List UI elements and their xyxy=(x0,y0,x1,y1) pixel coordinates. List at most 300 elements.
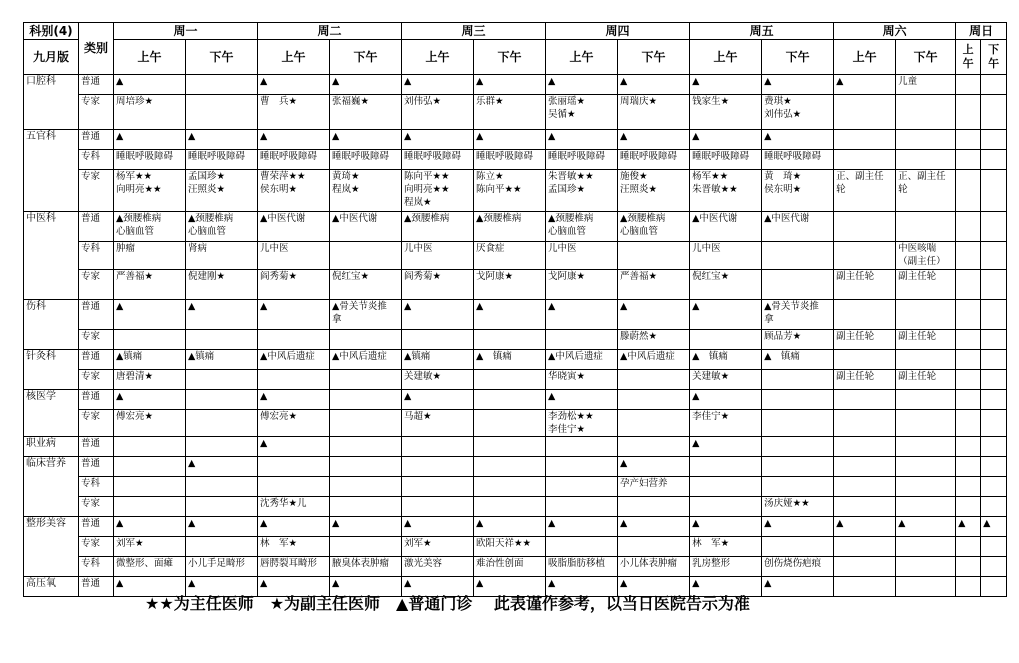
schedule-cell: ▲ 镇痛 xyxy=(690,350,762,370)
schedule-cell: ▲ xyxy=(618,75,690,95)
day-header: 周一 xyxy=(114,23,258,40)
schedule-cell xyxy=(834,130,896,150)
schedule-cell xyxy=(258,457,330,477)
schedule-cell xyxy=(618,410,690,437)
schedule-cell xyxy=(186,330,258,350)
clinic-type-cell: 专家 xyxy=(79,370,114,390)
schedule-cell xyxy=(618,437,690,457)
schedule-cell: 正、副主任 轮 xyxy=(834,170,896,212)
schedule-cell: ▲ xyxy=(402,390,474,410)
day-header: 周四 xyxy=(546,23,690,40)
day-header: 周五 xyxy=(690,23,834,40)
schedule-cell: ▲ xyxy=(762,577,834,597)
table-row xyxy=(24,130,1007,150)
afternoon-header: 下午 xyxy=(618,40,690,75)
department-cell: 高压氧 xyxy=(24,577,79,597)
schedule-cell: 孕产妇营养 xyxy=(618,477,690,497)
schedule-cell xyxy=(834,300,896,330)
schedule-cell xyxy=(762,270,834,300)
schedule-cell: ▲中医代谢 xyxy=(258,212,330,242)
schedule-cell xyxy=(114,497,186,517)
schedule-cell: ▲ xyxy=(546,130,618,150)
schedule-cell xyxy=(546,477,618,497)
schedule-cell: ▲骨关节炎推 拿 xyxy=(762,300,834,330)
schedule-cell: 杨军★★ 朱晋敏★★ xyxy=(690,170,762,212)
schedule-cell: ▲ xyxy=(258,577,330,597)
schedule-cell: ▲ xyxy=(834,517,896,537)
clinic-type-cell: 普通 xyxy=(79,350,114,370)
schedule-cell xyxy=(330,477,402,497)
schedule-cell xyxy=(330,537,402,557)
schedule-cell xyxy=(330,410,402,437)
schedule-cell: 傅宏亮★ xyxy=(114,410,186,437)
schedule-cell: ▲ xyxy=(186,457,258,477)
schedule-cell: 睡眠呼吸障碍 xyxy=(330,150,402,170)
schedule-cell xyxy=(546,437,618,457)
schedule-cell: 关建敏★ xyxy=(402,370,474,390)
schedule-cell: 陈立★ 陈向平★★ xyxy=(474,170,546,212)
schedule-cell: 华晓寅★ xyxy=(546,370,618,390)
schedule-cell: 孟国珍★ 汪照炎★ xyxy=(186,170,258,212)
schedule-cell xyxy=(981,370,1007,390)
table-row xyxy=(24,370,1007,390)
schedule-cell: 刘军★ xyxy=(114,537,186,557)
schedule-cell: ▲ xyxy=(618,577,690,597)
schedule-cell xyxy=(834,410,896,437)
header-row-days xyxy=(24,23,1007,40)
schedule-cell xyxy=(981,497,1007,517)
schedule-cell xyxy=(981,150,1007,170)
schedule-cell xyxy=(474,330,546,350)
category-header: 类别 xyxy=(79,23,114,75)
schedule-cell: 陈向平★★ 向明亮★★ 程岚★ xyxy=(402,170,474,212)
schedule-cell xyxy=(896,410,956,437)
afternoon-header: 下午 xyxy=(186,40,258,75)
schedule-cell: ▲ xyxy=(762,517,834,537)
schedule-cell: 李佳宁★ xyxy=(690,410,762,437)
schedule-cell: 关建敏★ xyxy=(690,370,762,390)
schedule-cell xyxy=(896,497,956,517)
schedule-cell: ▲ xyxy=(762,75,834,95)
schedule-cell: 阎秀菊★ xyxy=(402,270,474,300)
schedule-cell xyxy=(546,497,618,517)
schedule-cell: ▲颈腰椎病 心脑血管 xyxy=(618,212,690,242)
schedule-cell: 睡眠呼吸障碍 xyxy=(762,150,834,170)
schedule-cell xyxy=(956,497,981,517)
schedule-cell: ▲ xyxy=(690,390,762,410)
clinic-type-cell: 专科 xyxy=(79,477,114,497)
schedule-cell xyxy=(956,95,981,130)
schedule-cell xyxy=(956,75,981,95)
clinic-type-cell: 专家 xyxy=(79,410,114,437)
day-header: 周三 xyxy=(402,23,546,40)
schedule-cell xyxy=(956,330,981,350)
schedule-cell xyxy=(956,130,981,150)
schedule-cell: ▲ xyxy=(114,300,186,330)
schedule-cell: ▲ xyxy=(402,300,474,330)
department-cell: 整形美容 xyxy=(24,517,79,577)
schedule-cell: 林 军★ xyxy=(690,537,762,557)
schedule-cell xyxy=(114,330,186,350)
schedule-cell xyxy=(690,330,762,350)
schedule-cell xyxy=(834,437,896,457)
schedule-cell xyxy=(402,457,474,477)
clinic-type-cell: 专科 xyxy=(79,557,114,577)
sunday-afternoon-header: 下 午 xyxy=(981,40,1007,75)
schedule-cell xyxy=(956,437,981,457)
schedule-cell: ▲ xyxy=(474,130,546,150)
clinic-type-cell: 普通 xyxy=(79,130,114,150)
schedule-cell xyxy=(762,390,834,410)
schedule-cell: ▲ xyxy=(186,517,258,537)
schedule-cell xyxy=(981,95,1007,130)
schedule-cell: 严善福★ xyxy=(618,270,690,300)
schedule-cell xyxy=(834,212,896,242)
schedule-cell xyxy=(330,370,402,390)
schedule-cell: ▲ xyxy=(114,390,186,410)
morning-header: 上午 xyxy=(690,40,762,75)
schedule-cell: ▲ xyxy=(186,577,258,597)
schedule-cell: ▲ xyxy=(258,300,330,330)
schedule-cell: ▲ xyxy=(474,75,546,95)
schedule-cell: ▲ xyxy=(546,390,618,410)
schedule-cell xyxy=(186,477,258,497)
schedule-cell xyxy=(474,410,546,437)
schedule-cell: 中医咳喘 （副主任） xyxy=(896,242,956,270)
schedule-cell: ▲ xyxy=(258,75,330,95)
department-cell: 核医学 xyxy=(24,390,79,437)
schedule-cell xyxy=(981,457,1007,477)
schedule-cell xyxy=(330,242,402,270)
schedule-cell xyxy=(258,370,330,390)
schedule-cell xyxy=(762,457,834,477)
schedule-cell xyxy=(956,150,981,170)
schedule-cell xyxy=(956,170,981,212)
schedule-cell: 林 军★ xyxy=(258,537,330,557)
schedule-cell: 唐碧清★ xyxy=(114,370,186,390)
schedule-cell: ▲ xyxy=(402,75,474,95)
schedule-cell: ▲ xyxy=(258,390,330,410)
schedule-cell xyxy=(330,390,402,410)
schedule-cell: ▲骨关节炎推 拿 xyxy=(330,300,402,330)
schedule-cell xyxy=(186,75,258,95)
schedule-cell xyxy=(896,390,956,410)
schedule-cell: ▲ xyxy=(114,130,186,150)
schedule-cell: ▲颈腰椎病 xyxy=(474,212,546,242)
schedule-cell: 儿中医 xyxy=(546,242,618,270)
clinic-type-cell: 普通 xyxy=(79,517,114,537)
schedule-cell: 唇腭裂耳畸形 xyxy=(258,557,330,577)
schedule-cell: ▲ xyxy=(690,437,762,457)
schedule-cell xyxy=(186,537,258,557)
schedule-cell xyxy=(896,130,956,150)
schedule-cell: ▲ xyxy=(834,75,896,95)
schedule-cell xyxy=(474,457,546,477)
schedule-cell: ▲镇痛 xyxy=(402,350,474,370)
schedule-cell: 朱晋敏★★ 孟国珍★ xyxy=(546,170,618,212)
table-row xyxy=(24,150,1007,170)
schedule-cell xyxy=(834,350,896,370)
morning-header: 上午 xyxy=(402,40,474,75)
schedule-cell: ▲ xyxy=(762,130,834,150)
schedule-cell xyxy=(896,577,956,597)
schedule-cell xyxy=(546,457,618,477)
schedule-cell xyxy=(956,390,981,410)
table-row xyxy=(24,557,1007,577)
schedule-cell: 难治性创面 xyxy=(474,557,546,577)
schedule-cell xyxy=(474,370,546,390)
schedule-cell: 费琪★ 刘伟弘★ xyxy=(762,95,834,130)
corner-label-bottom: 九月版 xyxy=(24,40,79,75)
schedule-cell xyxy=(330,330,402,350)
schedule-cell xyxy=(896,350,956,370)
schedule-cell: ▲ xyxy=(474,577,546,597)
clinic-type-cell: 普通 xyxy=(79,437,114,457)
schedule-cell: 儿童 xyxy=(896,75,956,95)
schedule-cell xyxy=(956,537,981,557)
schedule-cell xyxy=(258,477,330,497)
schedule-cell xyxy=(981,390,1007,410)
schedule-cell: 微整形、面瘫 xyxy=(114,557,186,577)
schedule-cell xyxy=(186,390,258,410)
schedule-cell: 肾病 xyxy=(186,242,258,270)
schedule-cell xyxy=(834,95,896,130)
clinic-type-cell: 专家 xyxy=(79,95,114,130)
schedule-cell: 曹荣萍★★ 侯东明★ xyxy=(258,170,330,212)
department-cell: 口腔科 xyxy=(24,75,79,130)
table-row xyxy=(24,457,1007,477)
schedule-cell xyxy=(981,242,1007,270)
schedule-cell: ▲颈腰椎病 心脑血管 xyxy=(186,212,258,242)
schedule-cell xyxy=(474,497,546,517)
schedule-cell: ▲ xyxy=(690,517,762,537)
schedule-cell: 副主任轮 xyxy=(834,370,896,390)
table-row xyxy=(24,330,1007,350)
schedule-cell xyxy=(330,457,402,477)
schedule-cell xyxy=(981,577,1007,597)
schedule-cell: ▲ xyxy=(258,437,330,457)
table-row xyxy=(24,437,1007,457)
schedule-cell xyxy=(896,557,956,577)
schedule-cell: 倪建刚★ xyxy=(186,270,258,300)
schedule-cell xyxy=(981,212,1007,242)
schedule-cell xyxy=(186,497,258,517)
schedule-cell: 刘伟弘★ xyxy=(402,95,474,130)
schedule-cell: 阎秀菊★ xyxy=(258,270,330,300)
schedule-cell xyxy=(258,330,330,350)
table-row xyxy=(24,75,1007,95)
schedule-cell: 沈秀华★儿 xyxy=(258,497,330,517)
schedule-cell xyxy=(834,477,896,497)
schedule-cell: 周培珍★ xyxy=(114,95,186,130)
schedule-cell xyxy=(618,370,690,390)
schedule-cell: ▲镇痛 xyxy=(114,350,186,370)
schedule-cell: ▲ xyxy=(690,130,762,150)
schedule-cell: 副主任轮 xyxy=(834,330,896,350)
morning-header: 上午 xyxy=(258,40,330,75)
schedule-cell xyxy=(762,437,834,457)
clinic-type-cell: 专家 xyxy=(79,170,114,212)
schedule-cell xyxy=(618,537,690,557)
clinic-type-cell: 专科 xyxy=(79,150,114,170)
schedule-cell: 李劲松★★ 李佳宁★ xyxy=(546,410,618,437)
schedule-cell: ▲颈腰椎病 xyxy=(402,212,474,242)
schedule-cell xyxy=(546,330,618,350)
schedule-cell: 睡眠呼吸障碍 xyxy=(546,150,618,170)
schedule-cell: ▲ xyxy=(330,130,402,150)
table-row xyxy=(24,170,1007,212)
schedule-cell: 戈阿康★ xyxy=(474,270,546,300)
sunday-morning-header: 上 午 xyxy=(956,40,981,75)
table-row xyxy=(24,497,1007,517)
schedule-cell xyxy=(956,242,981,270)
schedule-cell xyxy=(956,370,981,390)
schedule-cell: 汤庆娅★★ xyxy=(762,497,834,517)
day-header: 周日 xyxy=(956,23,1007,40)
schedule-cell xyxy=(834,242,896,270)
schedule-cell xyxy=(981,330,1007,350)
schedule-cell: 睡眠呼吸障碍 xyxy=(402,150,474,170)
schedule-cell: 杨军★★ 向明亮★★ xyxy=(114,170,186,212)
morning-header: 上午 xyxy=(546,40,618,75)
schedule-cell: 肿瘤 xyxy=(114,242,186,270)
schedule-cell xyxy=(956,410,981,437)
schedule-cell: 睡眠呼吸障碍 xyxy=(690,150,762,170)
schedule-cell xyxy=(474,477,546,497)
schedule-cell: 创伤烧伤疤痕 xyxy=(762,557,834,577)
schedule-cell: ▲ xyxy=(330,577,402,597)
schedule-cell: 倪红宝★ xyxy=(330,270,402,300)
day-header: 周二 xyxy=(258,23,402,40)
schedule-cell xyxy=(896,437,956,457)
schedule-cell: ▲ xyxy=(474,517,546,537)
schedule-cell xyxy=(834,497,896,517)
schedule-cell xyxy=(956,477,981,497)
department-cell: 职业病 xyxy=(24,437,79,457)
afternoon-header: 下午 xyxy=(762,40,834,75)
schedule-cell: ▲ xyxy=(896,517,956,537)
clinic-type-cell: 普通 xyxy=(79,212,114,242)
schedule-cell xyxy=(834,390,896,410)
morning-header: 上午 xyxy=(114,40,186,75)
schedule-cell xyxy=(546,537,618,557)
schedule-cell: ▲镇痛 xyxy=(186,350,258,370)
schedule-cell: ▲ xyxy=(690,300,762,330)
schedule-cell: ▲ xyxy=(330,75,402,95)
schedule-cell xyxy=(956,300,981,330)
schedule-cell xyxy=(330,497,402,517)
schedule-cell: ▲ xyxy=(330,517,402,537)
schedule-cell: 倪红宝★ xyxy=(690,270,762,300)
schedule-cell xyxy=(762,370,834,390)
schedule-cell: ▲中风后遗症 xyxy=(258,350,330,370)
schedule-cell xyxy=(402,477,474,497)
department-cell: 五官科 xyxy=(24,130,79,212)
schedule-cell: 滕蔚然★ xyxy=(618,330,690,350)
schedule-cell: 张丽瑶★ 吴循★ xyxy=(546,95,618,130)
schedule-cell: ▲ xyxy=(690,75,762,95)
schedule-cell: 施俊★ 汪照炎★ xyxy=(618,170,690,212)
schedule-cell xyxy=(834,457,896,477)
clinic-type-cell: 专家 xyxy=(79,270,114,300)
schedule-cell xyxy=(618,390,690,410)
department-cell: 针灸科 xyxy=(24,350,79,390)
schedule-cell: 厌食症 xyxy=(474,242,546,270)
schedule-cell: 刘军★ xyxy=(402,537,474,557)
clinic-type-cell: 专家 xyxy=(79,537,114,557)
schedule-cell xyxy=(981,130,1007,150)
schedule-cell: 儿中医 xyxy=(402,242,474,270)
schedule-cell xyxy=(896,212,956,242)
schedule-cell xyxy=(762,477,834,497)
schedule-cell xyxy=(956,457,981,477)
schedule-cell xyxy=(690,477,762,497)
schedule-cell xyxy=(981,477,1007,497)
schedule-cell xyxy=(618,242,690,270)
afternoon-header: 下午 xyxy=(474,40,546,75)
schedule-cell: 马超★ xyxy=(402,410,474,437)
schedule-cell xyxy=(896,477,956,497)
table-row xyxy=(24,300,1007,330)
schedule-cell xyxy=(956,557,981,577)
afternoon-header: 下午 xyxy=(330,40,402,75)
schedule-cell: 睡眠呼吸障碍 xyxy=(618,150,690,170)
schedule-cell: ▲ xyxy=(618,300,690,330)
schedule-cell: ▲ xyxy=(258,517,330,537)
schedule-cell: 吸脂脂肪移植 xyxy=(546,557,618,577)
schedule-cell xyxy=(186,370,258,390)
schedule-cell: ▲颈腰椎病 心脑血管 xyxy=(546,212,618,242)
clinic-type-cell: 普通 xyxy=(79,390,114,410)
schedule-cell: 黄 琦★ 侯东明★ xyxy=(762,170,834,212)
schedule-cell xyxy=(896,150,956,170)
table-row xyxy=(24,390,1007,410)
schedule-cell: 腋臭体表肿瘤 xyxy=(330,557,402,577)
schedule-cell: 副主任轮 xyxy=(896,370,956,390)
schedule-cell: 乳房整形 xyxy=(690,557,762,577)
department-cell: 中医科 xyxy=(24,212,79,300)
schedule-cell: 戈阿康★ xyxy=(546,270,618,300)
schedule-cell xyxy=(402,497,474,517)
table-row xyxy=(24,537,1007,557)
schedule-cell: 小儿手足畸形 xyxy=(186,557,258,577)
legend-footer: ★★为主任医师 ★为副主任医师 ▲普通门诊 此表谨作参考，以当日医院告示为准 xyxy=(145,594,750,613)
schedule-cell: ▲ xyxy=(546,577,618,597)
clinic-schedule-table xyxy=(23,22,1007,597)
schedule-cell: ▲ xyxy=(546,75,618,95)
schedule-cell xyxy=(762,242,834,270)
schedule-cell: ▲ xyxy=(258,130,330,150)
schedule-cell xyxy=(981,537,1007,557)
schedule-cell: 睡眠呼吸障碍 xyxy=(186,150,258,170)
schedule-cell: 黄琦★ 程岚★ xyxy=(330,170,402,212)
table-row xyxy=(24,270,1007,300)
schedule-cell: ▲ xyxy=(618,130,690,150)
table-row xyxy=(24,350,1007,370)
schedule-cell: 严善福★ xyxy=(114,270,186,300)
schedule-cell xyxy=(834,150,896,170)
schedule-cell: ▲ xyxy=(690,577,762,597)
schedule-cell xyxy=(896,537,956,557)
schedule-cell xyxy=(981,300,1007,330)
schedule-cell: 副主任轮 xyxy=(834,270,896,300)
schedule-cell: ▲中风后遗症 xyxy=(618,350,690,370)
schedule-cell: ▲ xyxy=(402,517,474,537)
schedule-cell xyxy=(402,330,474,350)
schedule-cell xyxy=(956,212,981,242)
schedule-cell xyxy=(981,75,1007,95)
schedule-cell: 副主任轮 xyxy=(896,330,956,350)
